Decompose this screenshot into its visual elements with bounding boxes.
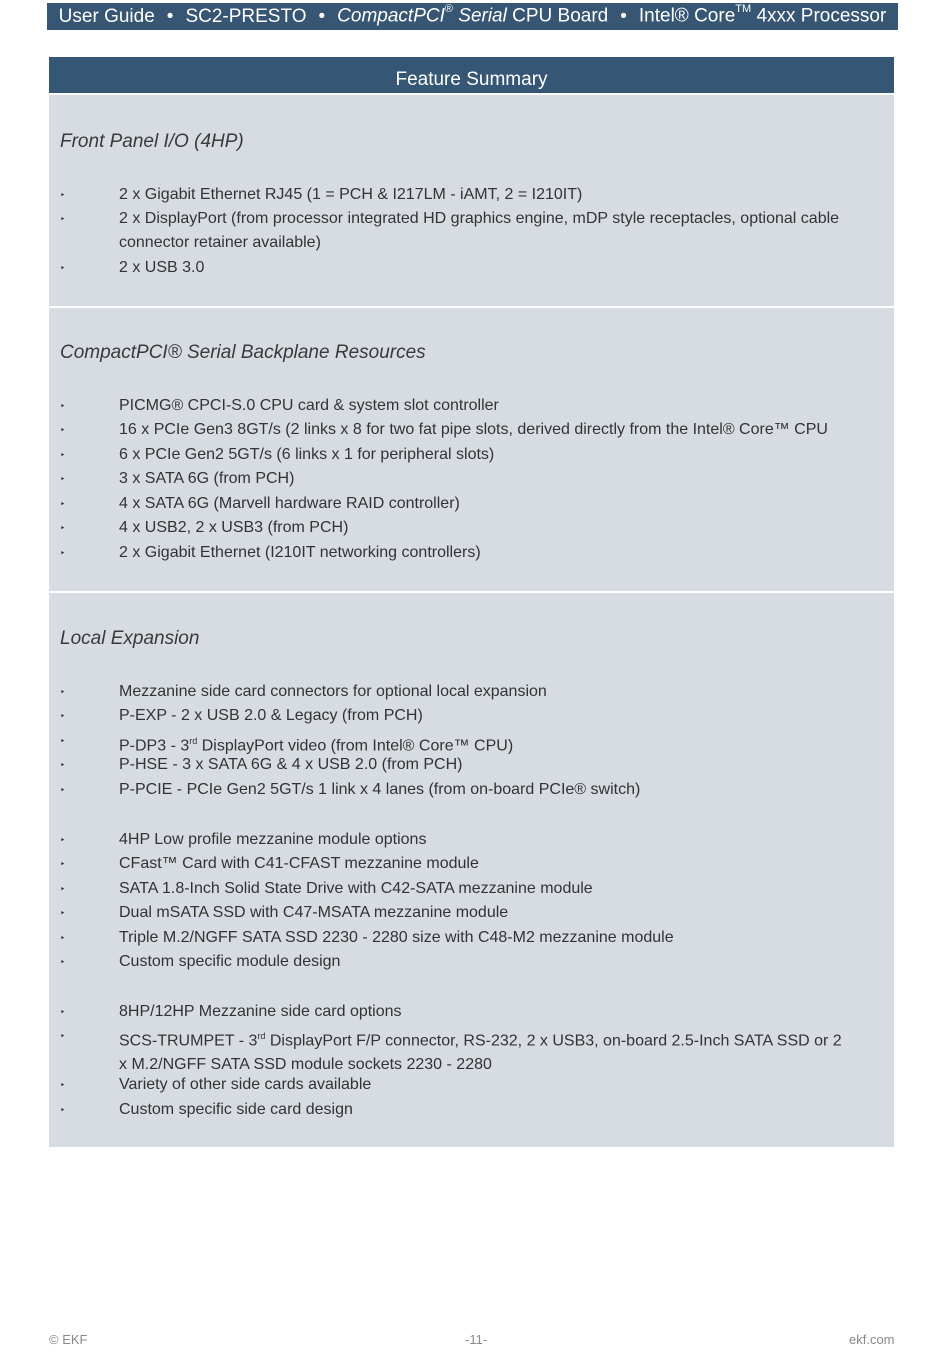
header-doc-type: User Guide xyxy=(58,5,155,27)
header-board-serial: Serial xyxy=(458,5,507,27)
section-title: Local Expansion xyxy=(60,628,200,649)
list-item-text: P-HSE - 3 x SATA 6G & 4 x USB 2.0 (from PCH) xyxy=(119,756,463,773)
bullet-icon: ‣ xyxy=(60,523,66,533)
bullet-icon: ‣ xyxy=(60,933,66,943)
list-item-text: Dual mSATA SSD with C47-MSATA mezzanine module xyxy=(119,904,509,921)
text-part: P-DP3 - 3 xyxy=(119,737,190,755)
list-item-text: 16 x PCIe Gen3 8GT/s (2 links x 8 for two fat pipe slots, derived directly from the Intel® Core™ CPU xyxy=(119,421,828,438)
header-processor-rest: 4xxx Processor xyxy=(756,5,887,27)
header-separator: • xyxy=(166,5,174,27)
header-product: SC2-PRESTO xyxy=(185,5,307,27)
text-sup: rd xyxy=(189,736,198,746)
list-item-text: 6 x PCIe Gen2 5GT/s (6 links x 1 for peripheral slots) xyxy=(119,446,495,463)
list-item-text: 2 x DisplayPort (from processor integrated HD graphics engine, mDP style receptacles, optional cable connector retainer available) xyxy=(119,210,840,251)
header-processor-brand: Intel® Core xyxy=(638,5,736,27)
bullet-icon: ‣ xyxy=(60,425,66,435)
bullet-icon: ‣ xyxy=(60,711,66,721)
bullet-icon: ‣ xyxy=(60,760,66,770)
backplane-section xyxy=(49,308,894,591)
bullet-icon: ‣ xyxy=(60,859,66,869)
footer-page-number: -11- xyxy=(465,1332,488,1347)
footer-copyright: © EKF xyxy=(49,1332,88,1347)
page-title: Feature Summary xyxy=(395,69,548,90)
feature-summary-title xyxy=(49,57,894,93)
bullet-icon: ‣ xyxy=(60,214,66,224)
header-processor xyxy=(639,5,886,27)
bullet-icon: ‣ xyxy=(60,908,66,918)
list-item-text: Triple M.2/NGFF SATA SSD 2230 - 2280 size with C48-M2 mezzanine module xyxy=(119,929,674,946)
bullet-icon: ‣ xyxy=(60,450,66,460)
list-item-text: 8HP/12HP Mezzanine side card options xyxy=(119,1003,402,1020)
section-title: CompactPCI® Serial Backplane Resources xyxy=(60,342,426,363)
front-panel-section xyxy=(49,95,894,306)
header-separator: • xyxy=(620,5,627,27)
header-board-brand: CompactPCI xyxy=(337,5,445,27)
bullet-icon: ‣ xyxy=(60,1080,66,1090)
list-item-text: SATA 1.8-Inch Solid State Drive with C42-SATA mezzanine module xyxy=(119,880,593,897)
list-item-text: Custom specific module design xyxy=(119,953,341,970)
list-item-text: P-EXP - 2 x USB 2.0 & Legacy (from PCH) xyxy=(119,707,423,724)
list-item-text xyxy=(119,1024,849,1077)
running-header xyxy=(47,3,898,30)
list-item-text: Mezzanine side card connectors for optional local expansion xyxy=(119,683,547,700)
list-item-text: 2 x USB 3.0 xyxy=(119,259,205,276)
list-item-text: CFast™ Card with C41-CFAST mezzanine module xyxy=(119,855,479,872)
bullet-icon: ‣ xyxy=(60,736,66,746)
bullet-icon: ‣ xyxy=(60,785,66,795)
bullet-icon: ‣ xyxy=(60,401,66,411)
list-item-text: Variety of other side cards available xyxy=(119,1076,372,1093)
bullet-icon: ‣ xyxy=(60,474,66,484)
section-title: Front Panel I/O (4HP) xyxy=(60,131,244,152)
bullet-icon: ‣ xyxy=(60,1007,66,1017)
bullet-icon: ‣ xyxy=(60,884,66,894)
bullet-icon: ‣ xyxy=(60,548,66,558)
list-item-text: PICMG® CPCI-S.0 CPU card & system slot controller xyxy=(119,397,499,414)
bullet-icon: ‣ xyxy=(60,835,66,845)
text-sup: rd xyxy=(257,1031,266,1041)
header-processor-tm: TM xyxy=(735,3,752,16)
text-part: SCS-TRUMPET - 3 xyxy=(119,1032,258,1050)
list-item-text: 4 x SATA 6G (Marvell hardware RAID controller) xyxy=(119,495,460,512)
text-part: DisplayPort video (from Intel® Core™ CPU) xyxy=(197,737,514,755)
text-part: DisplayPort F/P connector, RS-232, 2 x USB3, on-board 2.5-Inch SATA SSD or 2 x M.2/NGFF SATA SSD module sockets 2230 - 2280 xyxy=(119,1032,842,1074)
list-item-text: 2 x Gigabit Ethernet RJ45 (1 = PCH & I217LM - iAMT, 2 = I210IT) xyxy=(119,186,583,203)
bullet-icon: ‣ xyxy=(60,687,66,697)
header-board xyxy=(337,5,608,27)
list-item-text: 4HP Low profile mezzanine module options xyxy=(119,831,427,848)
list-item-text: 4 x USB2, 2 x USB3 (from PCH) xyxy=(119,519,349,536)
header-board-rest: CPU Board xyxy=(512,5,609,27)
list-item-text: Custom specific side card design xyxy=(119,1101,353,1118)
bullet-icon: ‣ xyxy=(60,263,66,273)
footer-website[interactable]: ekf.com xyxy=(849,1332,895,1347)
list-item-text: P-PCIE - PCIe Gen2 5GT/s 1 link x 4 lanes (from on-board PCIe® switch) xyxy=(119,781,641,798)
list-item-text: 3 x SATA 6G (from PCH) xyxy=(119,470,295,487)
header-board-reg: ® xyxy=(444,3,453,16)
header-separator: • xyxy=(318,5,326,27)
bullet-icon: ‣ xyxy=(60,1105,66,1115)
bullet-icon: ‣ xyxy=(60,190,66,200)
list-item-text: 2 x Gigabit Ethernet (I210IT networking controllers) xyxy=(119,544,481,561)
local-expansion-section xyxy=(49,593,894,1147)
bullet-icon: ‣ xyxy=(60,957,66,967)
bullet-icon: ‣ xyxy=(60,1031,66,1041)
bullet-icon: ‣ xyxy=(60,499,66,509)
